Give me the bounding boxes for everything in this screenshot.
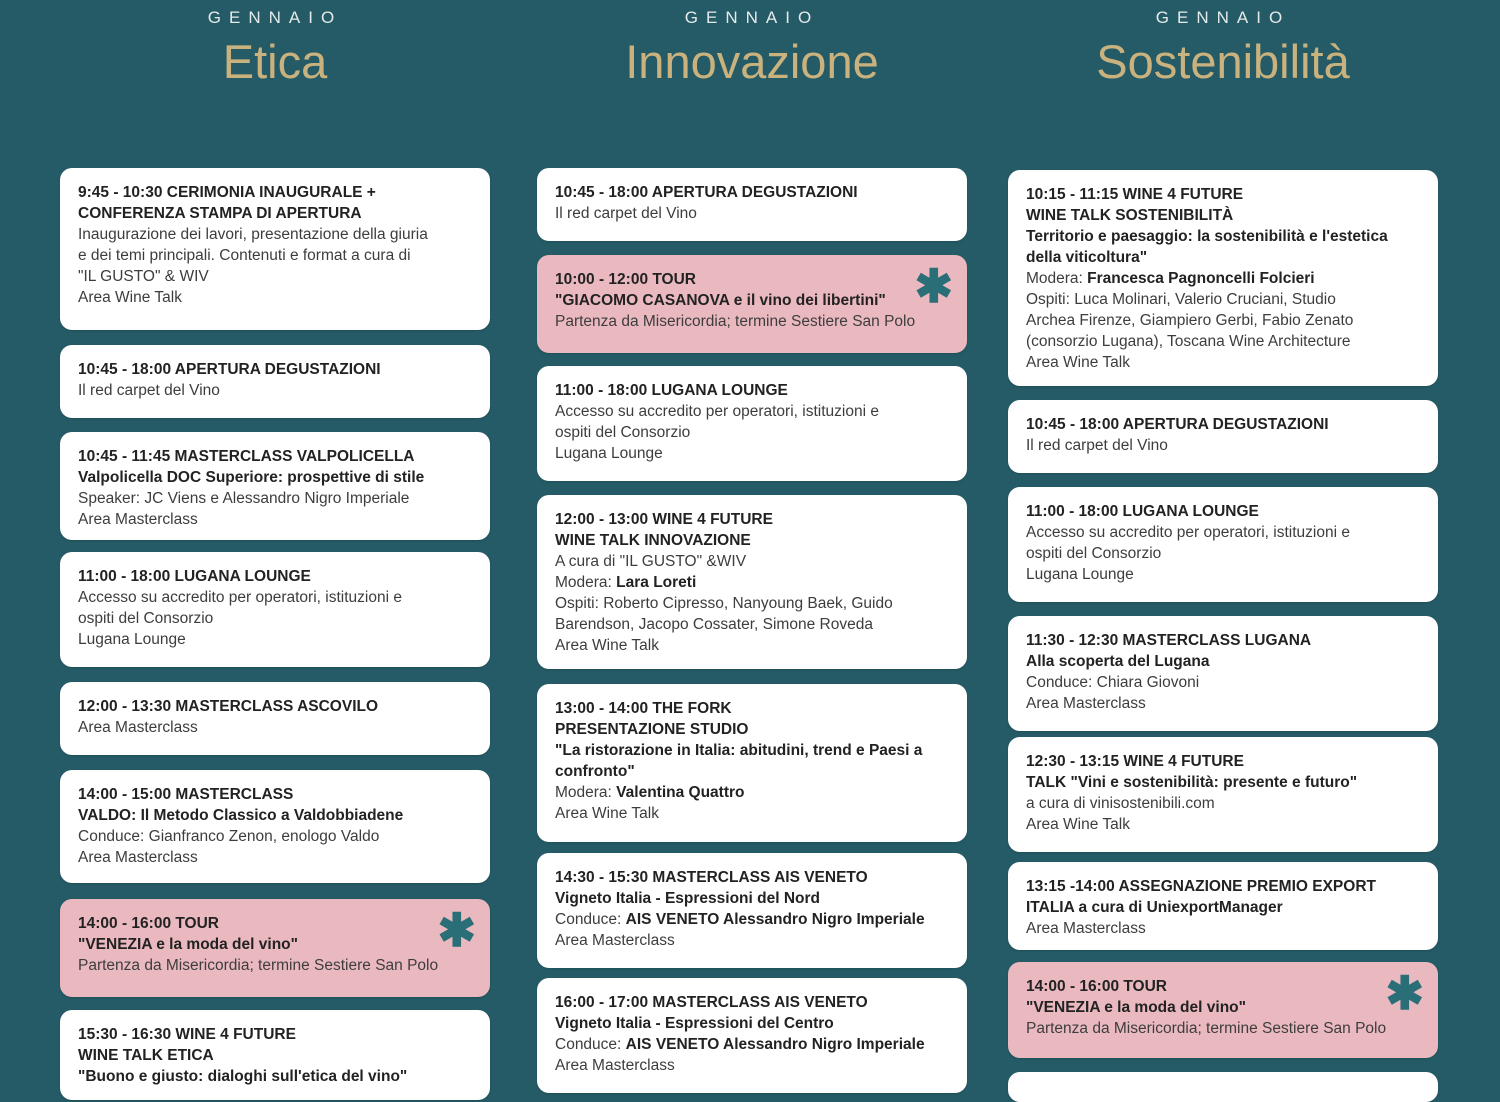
month-label: GENNAIO bbox=[684, 8, 820, 27]
event-title-line: ITALIA a cura di UniexportManager bbox=[1026, 899, 1283, 916]
event-card bbox=[60, 552, 490, 667]
event-detail-line: Area Wine Talk bbox=[1026, 354, 1130, 371]
event-title-line: 10:45 - 11:45 MASTERCLASS VALPOLICELLA bbox=[78, 448, 415, 465]
event-detail-line: Area Wine Talk bbox=[555, 805, 659, 822]
event-title-line: "La ristorazione in Italia: abitudini, trend e Paesi a bbox=[555, 742, 923, 759]
event-title-line: "Buono e giusto: dialoghi sull'etica del vino" bbox=[78, 1068, 408, 1085]
month-label: GENNAIO bbox=[1155, 8, 1291, 27]
detail-value: Valentina Quattro bbox=[616, 784, 745, 801]
event-detail-line: Accesso su accredito per operatori, istituzioni e bbox=[78, 589, 402, 606]
event-title-line: 12:30 - 13:15 WINE 4 FUTURE bbox=[1026, 753, 1244, 770]
event-title-line: 12:00 - 13:00 WINE 4 FUTURE bbox=[555, 511, 773, 528]
event-title-line: "GIACOMO CASANOVA e il vino dei libertini" bbox=[555, 292, 886, 309]
event-title-line: VALDO: Il Metodo Classico a Valdobbiadene bbox=[78, 807, 404, 824]
event-detail-line: Area Masterclass bbox=[78, 719, 198, 736]
theme-title: Etica bbox=[222, 35, 328, 88]
event-detail-line: a cura di vinisostenibili.com bbox=[1026, 795, 1215, 812]
event-detail-line: Ospiti: Luca Molinari, Valerio Cruciani, Studio bbox=[1026, 291, 1336, 308]
event-detail-line: Accesso su accredito per operatori, istituzioni e bbox=[1026, 524, 1350, 541]
tour-event-card bbox=[1008, 962, 1438, 1058]
event-card bbox=[60, 682, 490, 755]
event-detail-line: Inaugurazione dei lavori, presentazione della giuria bbox=[78, 226, 428, 243]
column-innovazione bbox=[537, 0, 967, 1074]
asterisk-icon: ✱ bbox=[1385, 967, 1424, 1019]
tour-event-card bbox=[537, 255, 967, 353]
event-card bbox=[1008, 170, 1438, 386]
event-detail-line: ospiti del Consorzio bbox=[1026, 545, 1162, 562]
event-title-line: 10:45 - 18:00 APERTURA DEGUSTAZIONI bbox=[1026, 416, 1329, 433]
event-detail-line: ospiti del Consorzio bbox=[78, 610, 214, 627]
event-detail-line: Area Masterclass bbox=[1026, 920, 1146, 937]
detail-value: Lara Loreti bbox=[616, 574, 697, 591]
event-title-line: 11:00 - 18:00 LUGANA LOUNGE bbox=[555, 382, 788, 399]
event-detail-line: Area Wine Talk bbox=[1026, 816, 1130, 833]
event-detail-line: Il red carpet del Vino bbox=[555, 205, 697, 222]
event-title-line: 10:45 - 18:00 APERTURA DEGUSTAZIONI bbox=[555, 184, 858, 201]
event-card bbox=[60, 345, 490, 418]
detail-label: Modera: bbox=[555, 784, 617, 801]
event-title-line: 14:30 - 15:30 MASTERCLASS AIS VENETO bbox=[555, 869, 868, 886]
event-title-line: 14:00 - 16:00 TOUR bbox=[1026, 978, 1167, 995]
detail-label: Conduce: bbox=[555, 1036, 626, 1053]
event-detail-line bbox=[555, 1034, 949, 1055]
event-title-line: 10:15 - 11:15 WINE 4 FUTURE bbox=[1026, 186, 1244, 203]
event-title-line: Vigneto Italia - Espressioni del Nord bbox=[555, 890, 820, 907]
detail-value: AIS VENETO Alessandro Nigro Imperiale bbox=[625, 1036, 925, 1053]
event-detail-line: Speaker: JC Viens e Alessandro Nigro Imperiale bbox=[78, 490, 410, 507]
event-title-line: 10:00 - 12:00 TOUR bbox=[555, 271, 696, 288]
event-card bbox=[537, 495, 967, 669]
event-card bbox=[537, 684, 967, 842]
event-title-line: WINE TALK SOSTENIBILITÀ bbox=[1026, 207, 1234, 224]
event-title-line: 11:00 - 18:00 LUGANA LOUNGE bbox=[78, 568, 311, 585]
event-card bbox=[537, 978, 967, 1093]
theme-title: Innovazione bbox=[625, 35, 879, 88]
event-detail-line: Lugana Lounge bbox=[78, 631, 186, 648]
event-title-line: 14:00 - 15:00 MASTERCLASS bbox=[78, 786, 294, 803]
event-title-line: CONFERENZA STAMPA DI APERTURA bbox=[78, 205, 362, 222]
asterisk-icon: ✱ bbox=[437, 904, 476, 956]
event-detail-line: Il red carpet del Vino bbox=[78, 382, 220, 399]
event-detail-line: Area Wine Talk bbox=[555, 637, 659, 654]
column-etica bbox=[60, 0, 490, 1085]
event-detail-line: ospiti del Consorzio bbox=[555, 424, 691, 441]
event-detail-line: e dei temi principali. Contenuti e format a cura di bbox=[78, 247, 411, 264]
event-title-line: PRESENTAZIONE STUDIO bbox=[555, 721, 749, 738]
event-card bbox=[1008, 616, 1438, 731]
event-title-line: WINE TALK INNOVAZIONE bbox=[555, 532, 751, 549]
event-title-line: 15:30 - 16:30 WINE 4 FUTURE bbox=[78, 1026, 296, 1043]
event-card bbox=[1008, 862, 1438, 950]
event-title-line: "VENEZIA e la moda del vino" bbox=[1026, 999, 1246, 1016]
event-detail-line: "IL GUSTO" & WIV bbox=[78, 268, 209, 285]
event-title-line: Alla scoperta del Lugana bbox=[1026, 653, 1210, 670]
month-label: GENNAIO bbox=[207, 8, 343, 27]
event-card bbox=[1008, 487, 1438, 602]
event-title-line: 11:00 - 18:00 LUGANA LOUNGE bbox=[1026, 503, 1259, 520]
event-detail-line: Partenza da Misericordia; termine Sestiere San Polo bbox=[78, 957, 439, 974]
event-card bbox=[60, 432, 490, 540]
column-header bbox=[1008, 0, 1438, 89]
event-title-line: 11:30 - 12:30 MASTERCLASS LUGANA bbox=[1026, 632, 1312, 649]
event-title-line: "VENEZIA e la moda del vino" bbox=[78, 936, 298, 953]
event-detail-line: Area Masterclass bbox=[78, 849, 198, 866]
detail-label: Conduce: bbox=[555, 911, 626, 928]
detail-value: Francesca Pagnoncelli Folcieri bbox=[1087, 270, 1315, 287]
event-title-line: WINE TALK ETICA bbox=[78, 1047, 214, 1064]
event-detail-line: (consorzio Lugana), Toscana Wine Architecture bbox=[1026, 333, 1351, 350]
event-detail-line: Il red carpet del Vino bbox=[1026, 437, 1168, 454]
event-title-line: Valpolicella DOC Superiore: prospettive di stile bbox=[78, 469, 425, 486]
event-detail-line: Lugana Lounge bbox=[1026, 566, 1134, 583]
event-detail-line: Partenza da Misericordia; termine Sestiere San Polo bbox=[555, 313, 916, 330]
event-detail-line: Lugana Lounge bbox=[555, 445, 663, 462]
event-title-line: TALK "Vini e sostenibilità: presente e futuro" bbox=[1026, 774, 1358, 791]
event-title-line: Territorio e paesaggio: la sostenibilità e l'estetica bbox=[1026, 228, 1388, 245]
event-card bbox=[60, 168, 490, 330]
column-header bbox=[537, 0, 967, 89]
event-detail-line: Conduce: Gianfranco Zenon, enologo Valdo bbox=[78, 828, 380, 845]
event-title-line: 16:00 - 17:00 MASTERCLASS AIS VENETO bbox=[555, 994, 868, 1011]
event-detail-line: Ospiti: Roberto Cipresso, Nanyoung Baek, Guido bbox=[555, 595, 893, 612]
event-detail-line: Partenza da Misericordia; termine Sestiere San Polo bbox=[1026, 1020, 1387, 1037]
event-card bbox=[537, 366, 967, 481]
detail-label: Modera: bbox=[1026, 270, 1088, 287]
event-title-line: 10:45 - 18:00 APERTURA DEGUSTAZIONI bbox=[78, 361, 381, 378]
event-detail-line: Conduce: Chiara Giovoni bbox=[1026, 674, 1200, 691]
theme-title: Sostenibilità bbox=[1096, 35, 1350, 88]
event-detail-line: Area Masterclass bbox=[1026, 695, 1146, 712]
event-detail-line bbox=[1026, 268, 1420, 289]
event-detail-line bbox=[555, 782, 949, 803]
event-title-line: 13:15 -14:00 ASSEGNAZIONE PREMIO EXPORT bbox=[1026, 878, 1376, 895]
event-detail-line: Area Masterclass bbox=[78, 511, 198, 528]
event-title-line: 12:00 - 13:30 MASTERCLASS ASCOVILO bbox=[78, 698, 379, 715]
event-detail-line: Area Masterclass bbox=[555, 1057, 675, 1074]
column-header bbox=[60, 0, 490, 89]
event-detail-line: Area Masterclass bbox=[555, 932, 675, 949]
event-card bbox=[60, 1010, 490, 1100]
event-title-line: confronto" bbox=[555, 763, 635, 780]
event-title-line: 9:45 - 10:30 CERIMONIA INAUGURALE + bbox=[78, 184, 376, 201]
event-detail-line: Archea Firenze, Giampiero Gerbi, Fabio Zenato bbox=[1026, 312, 1354, 329]
event-detail-line bbox=[555, 909, 949, 930]
detail-value: AIS VENETO Alessandro Nigro Imperiale bbox=[625, 911, 925, 928]
event-card bbox=[60, 770, 490, 883]
event-card bbox=[1008, 400, 1438, 473]
event-detail-line: A cura di "IL GUSTO" &WIV bbox=[555, 553, 747, 570]
event-card bbox=[1008, 737, 1438, 852]
tour-event-card bbox=[60, 899, 490, 997]
event-title-line: della viticoltura" bbox=[1026, 249, 1148, 266]
column-sostenibilita bbox=[1008, 0, 1438, 1037]
event-detail-line: Barendson, Jacopo Cossater, Simone Roveda bbox=[555, 616, 873, 633]
event-card bbox=[537, 168, 967, 241]
event-card bbox=[1008, 1072, 1438, 1102]
event-title-line: Vigneto Italia - Espressioni del Centro bbox=[555, 1015, 834, 1032]
event-title-line: 13:00 - 14:00 THE FORK bbox=[555, 700, 732, 717]
event-detail-line: Area Wine Talk bbox=[78, 289, 182, 306]
event-title-line: 14:00 - 16:00 TOUR bbox=[78, 915, 219, 932]
event-card bbox=[537, 853, 967, 968]
event-detail-line bbox=[555, 572, 949, 593]
detail-label: Modera: bbox=[555, 574, 617, 591]
asterisk-icon: ✱ bbox=[914, 260, 953, 312]
event-detail-line: Accesso su accredito per operatori, istituzioni e bbox=[555, 403, 879, 420]
